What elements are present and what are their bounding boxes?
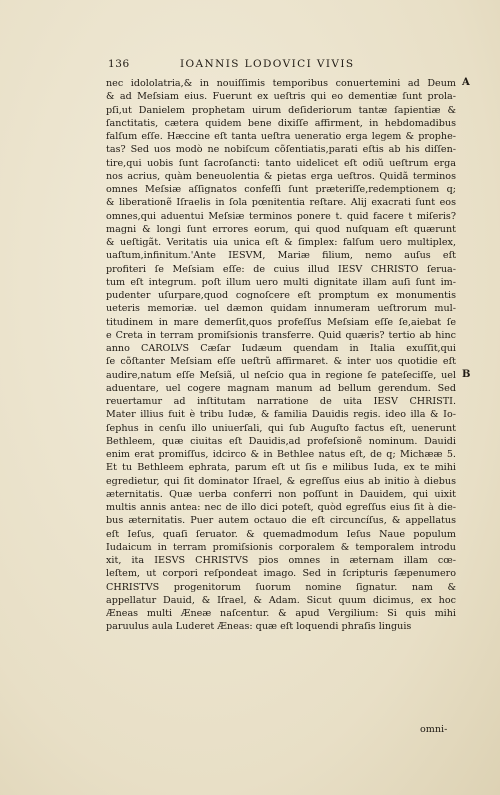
text-line: xit, ita IESVS CHRISTVS pios omnes in æternam illam cœ- bbox=[106, 555, 456, 566]
text-line: bus æternitatis. Puer autem octauo die eſt circuncíſus, & appellatus bbox=[106, 515, 456, 527]
text-line: appellatur Dauid, & Iſrael, & Adam. Sicut quum dicimus, ex hoc bbox=[106, 594, 456, 606]
text-line: paruulus aula Luderet Æneas: quæ eſt loquendi phraſis linguis bbox=[106, 621, 412, 633]
text-line: Iudaicum in terram promiſsionis corporalem & temporalem introdu bbox=[106, 541, 456, 553]
text-line: falſum eſſe. Hæccine eſt tanta ueſtra ueneratio erga legem & prophe- bbox=[106, 131, 456, 142]
text-line: ueteris memoriæ. uel dæmon quidam innumeram ueſtrorum mul- bbox=[106, 303, 456, 315]
text-line: egredietur, qui ſit dominator Iſrael, & egreſſus eius ab initio à diebus bbox=[106, 475, 456, 487]
running-title: IOANNIS LODOVICI VIVIS bbox=[180, 58, 355, 70]
margin-letter-a: A bbox=[462, 77, 470, 88]
page-number: 136 bbox=[108, 58, 130, 70]
text-line: & ueſtigãt. Veritatis uia unica eſt & ſimplex: falſum uero multiplex, bbox=[106, 237, 456, 248]
text-line: reuertamur ad inſtitutam narratione de uita IESV CHRISTI. bbox=[106, 396, 456, 407]
catchword: omni- bbox=[420, 724, 448, 735]
text-line: pudenter uſurpare,quod cognoſcere eſt promptum ex monumentis bbox=[106, 290, 456, 301]
text-line: enim erat promiſſus, idcirco & in Bethlee natus eſt, de q; Michææ 5. bbox=[106, 449, 456, 460]
text-line: tas? Sed uos modò ne nobiſcum cõſentiatis,parati eſtis ab his diſſen- bbox=[106, 144, 456, 156]
text-line: anno CAROLVS Cæſar Iudæum quendam in Italia exuſſit,qui bbox=[106, 343, 456, 354]
text-line: ſephus in cenſu illo uniuerſali, qui ſub Auguſto factus eſt, uenerunt bbox=[106, 422, 456, 434]
text-line: & ad Meſsiam eius. Fuerunt ex ueſtris qui eo dementiæ ſunt prola- bbox=[106, 91, 456, 103]
text-line: leſtem, ut corpori reſpondeat imago. Sed in ſcripturis ſæpenumero bbox=[106, 568, 456, 580]
text-line: magni & longi ſunt errores eorum, qui quod nuſquam eſt quærunt bbox=[106, 223, 456, 235]
text-line: nec idololatria,& in nouiſſimis temporibus conuertemini ad Deum bbox=[106, 78, 456, 89]
text-line: e Creta in terram promiſsionis transferre. Quid quæris? tertio ab hinc bbox=[106, 329, 456, 341]
text-line: pſi,ut Danielem prophetam uirum deſideriorum tantæ ſapientiæ & bbox=[106, 104, 456, 116]
text-line: omnes Meſsiæ aſſignatos confeſſi ſunt præteriſſe,redemptionem q; bbox=[106, 184, 456, 195]
margin-letter-b: B bbox=[462, 369, 471, 380]
text-line: Mater illius fuit è tribu Iudæ, & familia Dauidis regis. ideo illa & Io- bbox=[106, 409, 456, 421]
text-line: tum eſt integrum. poſt illum uero multi dignitate illam auſi ſunt im- bbox=[106, 276, 456, 288]
text-line: nos acrius, quàm beneuolentia & pietas erga ueſtros. Quidã terminos bbox=[106, 170, 456, 182]
text-line: æternitatis. Quæ uerba conferri non poſſunt in Dauidem, qui uixit bbox=[106, 488, 456, 500]
running-head bbox=[108, 58, 460, 74]
text-line: CHRISTVS progenitorum ſuorum nomine ſignatur. nam & bbox=[106, 581, 456, 593]
text-line: omnes,qui aduentui Meſsiæ terminos ponere t. quid facere t miſeris? bbox=[106, 210, 456, 222]
text-line: tire,qui uobis ſunt ſacroſancti: tanto uidelicet eſt odiũ ueſtrum erga bbox=[106, 157, 456, 169]
text-line: Æneas multi Æneæ naſcentur. & apud Vergilium: Si quis mihi bbox=[106, 608, 456, 619]
text-line: profiteri ſe Meſsiam eſſe: de cuius illud IESV CHRISTO ſerua- bbox=[106, 263, 456, 275]
text-line: Bethleem, quæ ciuitas eſt Dauidis,ad profeſsionẽ nominum. Dauidi bbox=[106, 435, 456, 447]
text-line: uaſtum,infinitum.'Ante IESVM, Mariæ filium, nemo auſus eſt bbox=[106, 250, 456, 262]
text-line: eſt Ieſus, quaſi ſeruator. & quemadmodum Ieſus Naue populum bbox=[106, 528, 456, 540]
body-text bbox=[106, 77, 456, 634]
text-line: audire,natum eſſe Meſsiã, ul neſcio qua in regione ſe pateſeciſſe, uel bbox=[106, 369, 456, 381]
text-line: ſe cõſtanter Meſsiam eſſe ueſtrũ affirmaret. & inter uos quotidie eſt bbox=[106, 356, 456, 368]
text-line: multis annis antea: nec de illo dici poteſt, quòd egreſſus eius ſit à die- bbox=[106, 502, 456, 513]
text-line: ſanctitatis, cætera quidem bene dixiſſe affirment, in hebdomadibus bbox=[106, 117, 456, 129]
text-line: aduentare, uel cogere magnam manum ad bellum gerendum. Sed bbox=[106, 382, 456, 394]
text-line: & liberationẽ Iſraelis in ſola pœnitentia reſtare. Alij exacrati ſunt eos bbox=[106, 197, 456, 209]
text-line: Et tu Bethleem ephrata, parum eſt ut ſis e milibus Iuda, ex te mihi bbox=[106, 462, 456, 474]
text-line: titudinem in mare demerſit,quos profeſſus Meſsiam eſſe ſe,aiebat ſe bbox=[106, 316, 456, 328]
